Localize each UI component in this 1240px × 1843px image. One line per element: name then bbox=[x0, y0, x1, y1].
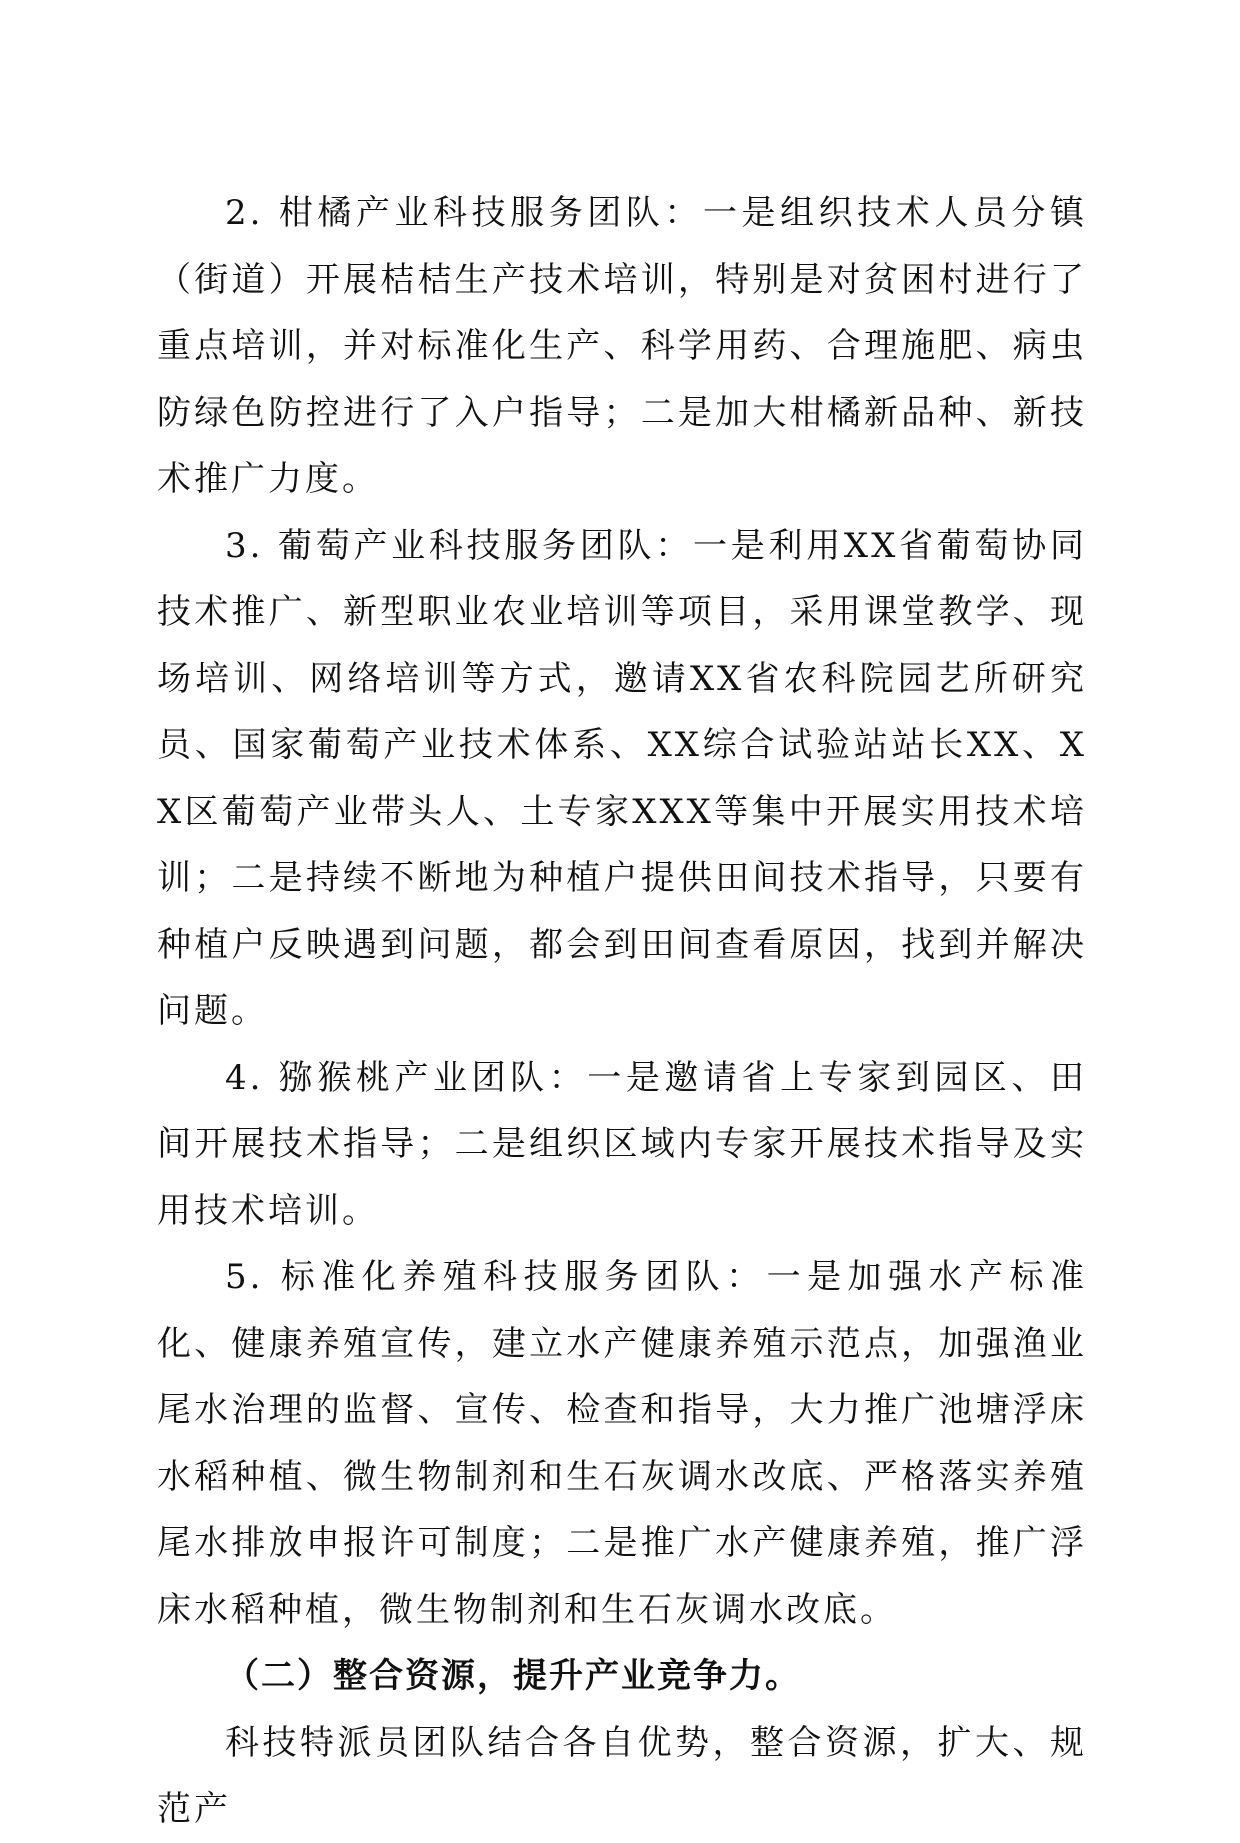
paragraph-citrus-team: 2. 柑橘产业科技服务团队：一是组织技术人员分镇（街道）开展桔桔生产技术培训，特别是对贫困村进行了重点培训，并对标准化生产、科学用药、合理施肥、病虫防绿色防控进行了入户指导；二是加大柑橘新品种、新技术推广力度。 bbox=[157, 193, 1087, 499]
section-heading: （二）整合资源，提升产业竞争力。 bbox=[225, 1656, 801, 1696]
paragraph-aquaculture-team: 5. 标准化养殖科技服务团队：一是加强水产标准化、健康养殖宣传，建立水产健康养殖示范点，加强渔业尾水治理的监督、宣传、检查和指导，大力推广池塘浮床水稻种植、微生物制剂和生石灰调水改底、严格落实养殖尾水排放申报许可制度；二是推广水产健康养殖，推广浮床水稻种植，微生物制剂和生石灰调水改底。 bbox=[157, 1257, 1087, 1630]
paragraph-kiwi-team: 4. 猕猴桃产业团队：一是邀请省上专家到园区、田间开展技术指导；二是组织区域内专家开展技术指导及实用技术培训。 bbox=[157, 1057, 1087, 1231]
paragraph-resource-integration: 科技特派员团队结合各自优势，整合资源，扩大、规范产 bbox=[157, 1722, 1087, 1829]
document-body bbox=[157, 180, 1087, 1843]
paragraph-grape-team: 3. 葡萄产业科技服务团队：一是利用XX省葡萄协同技术推广、新型职业农业培训等项目，采用课堂教学、现场培训、网络培训等方式，邀请XX省农科院园艺所研究员、国家葡萄产业技术体系、XX综合试验站站长XX、XX区葡萄产业带头人、土专家XXX等集中开展实用技术培训；二是持续不断地为种植户提供田间技术指导，只要有种植户反映遇到问题，都会到田间查看原因，找到并解决问题。 bbox=[157, 525, 1087, 1031]
